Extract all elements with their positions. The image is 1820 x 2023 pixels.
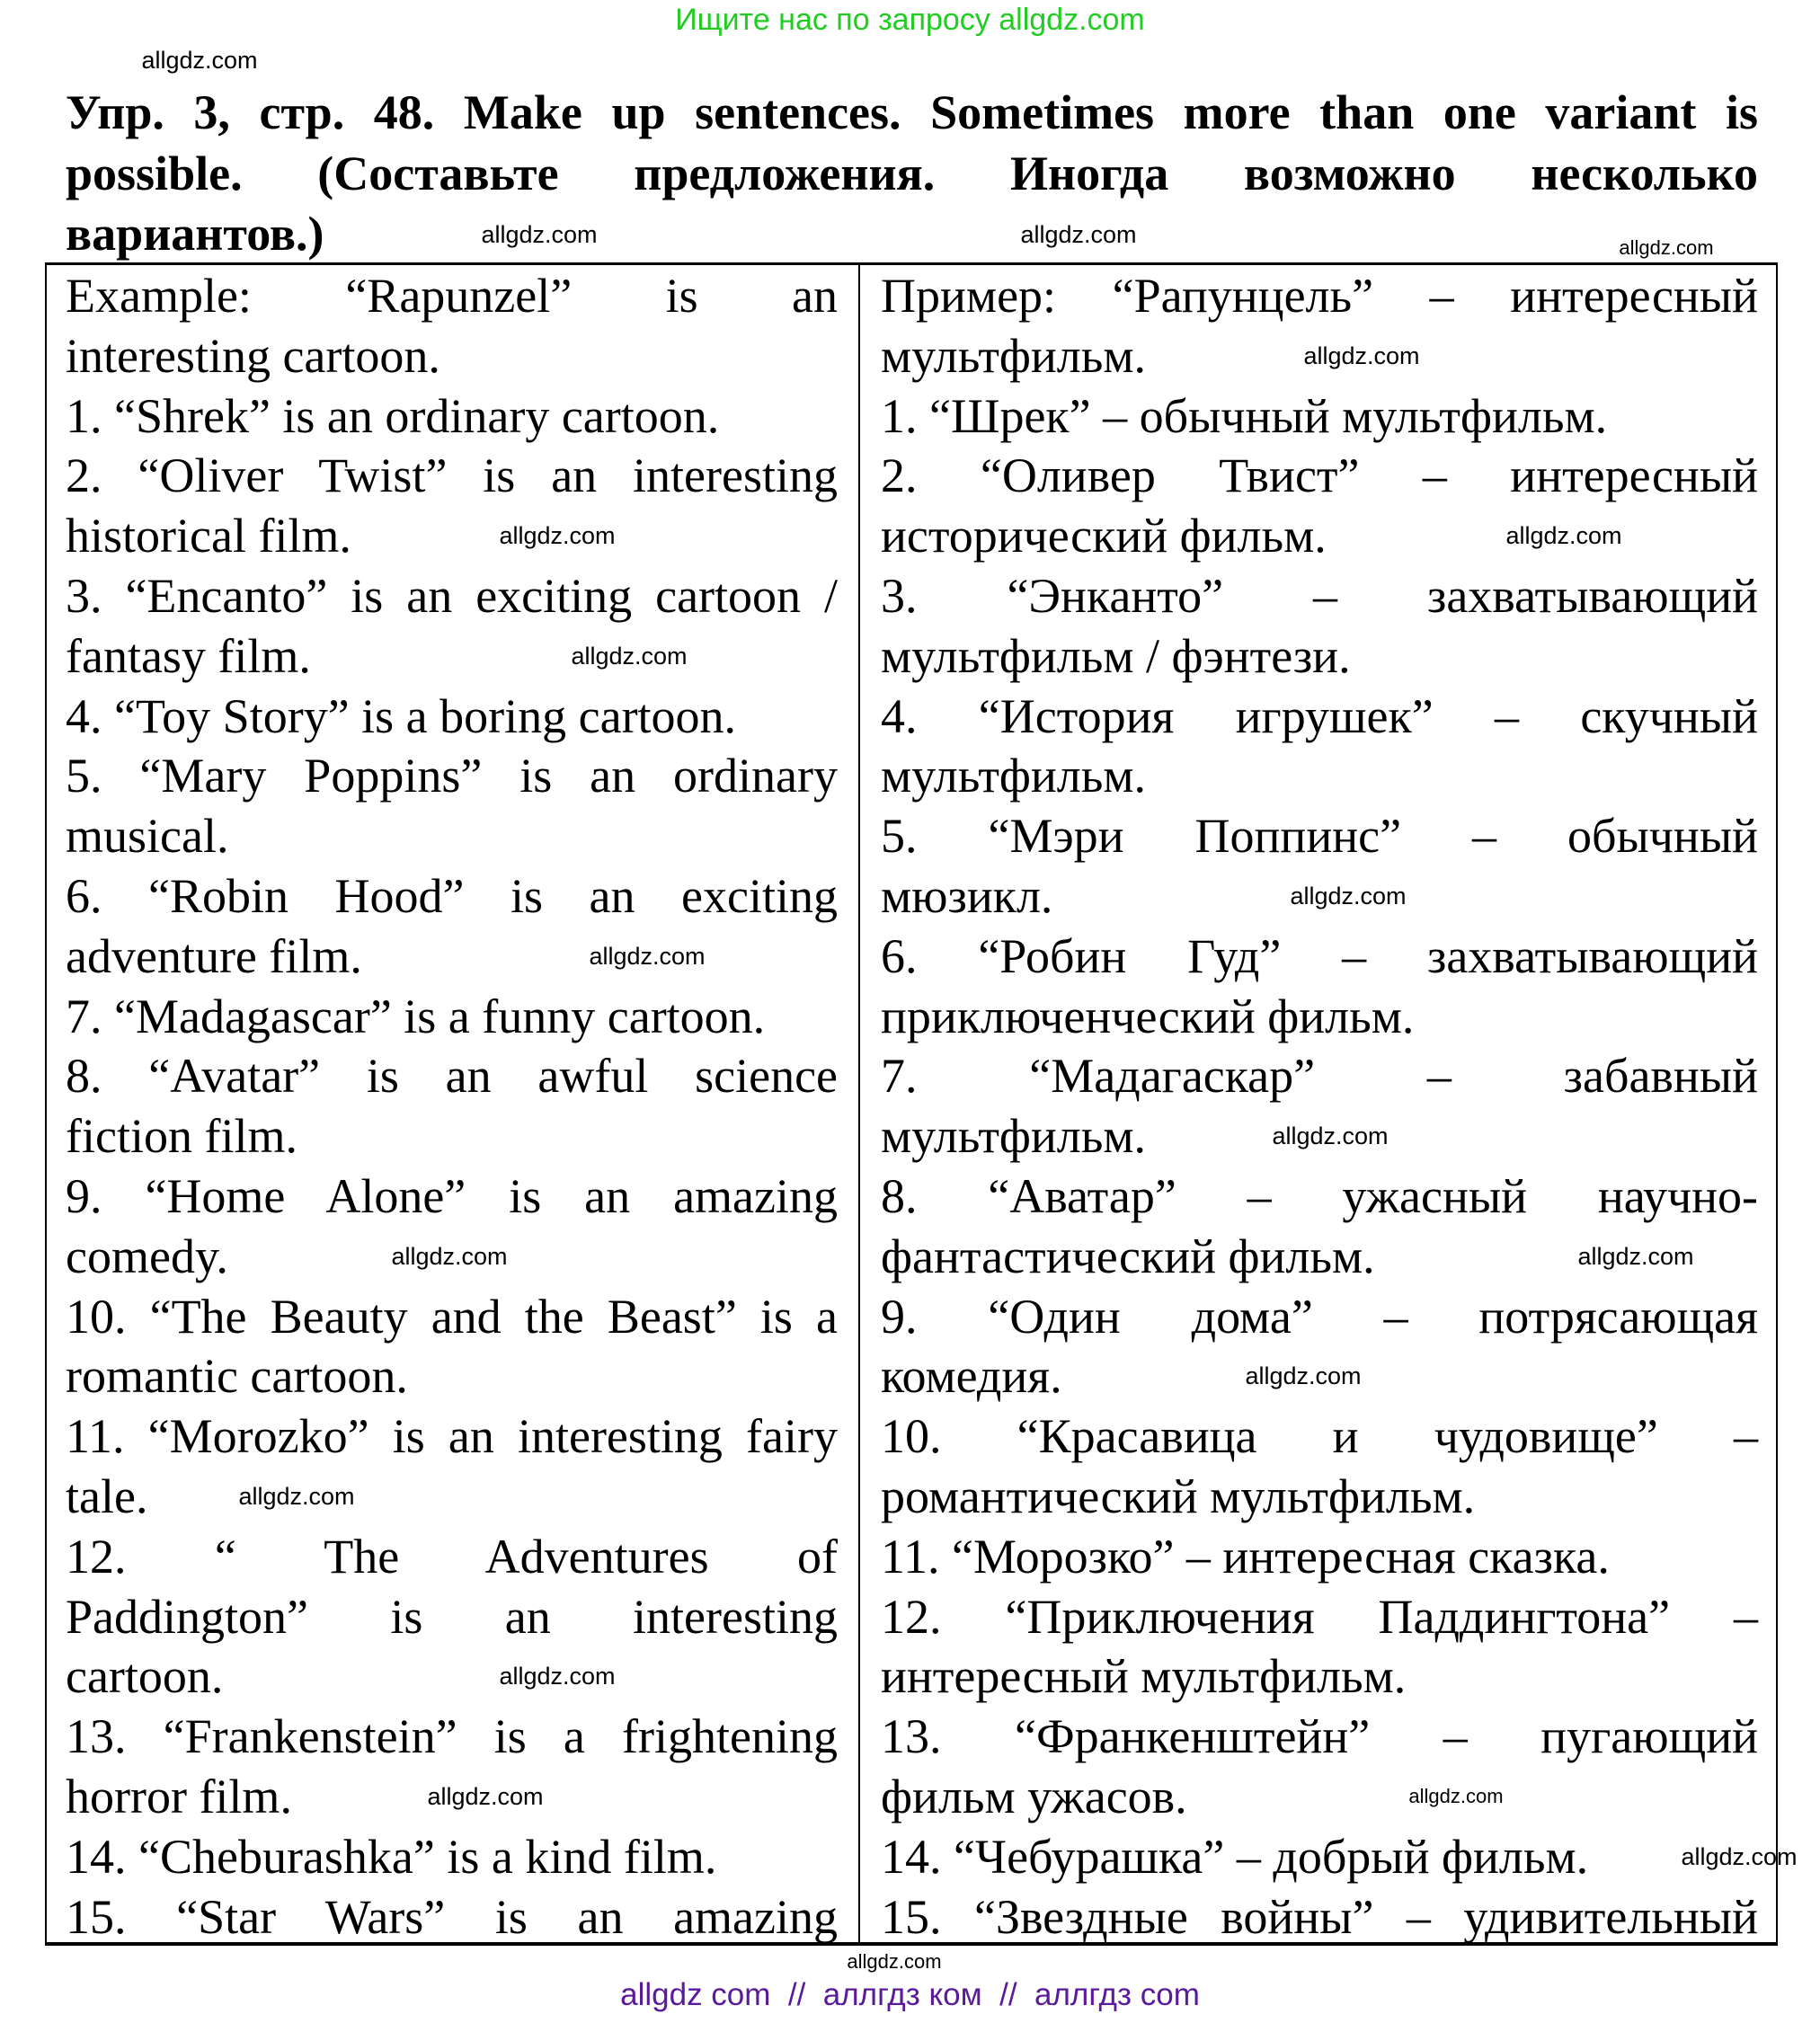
watermark: allgdz.com bbox=[238, 1483, 355, 1510]
sentence-line: исторический фильм. bbox=[881, 509, 1327, 563]
heading-line: possible. (Составьте предложения. Иногда возможно несколько bbox=[66, 146, 1758, 200]
sentence-line: 3. “Encanto” is an exciting cartoon / bbox=[66, 568, 838, 623]
sentence-line: 14. “Чебурашка” – добрый фильм. bbox=[881, 1829, 1589, 1884]
sentence-line: 12. “ The Adventures of bbox=[66, 1529, 838, 1584]
heading-line: Упр. 3, стр. 48. Make up sentences. Sometimes more than one variant is bbox=[66, 85, 1758, 139]
sentence-line: fantasy film. bbox=[66, 628, 311, 683]
watermark: allgdz.com bbox=[1290, 883, 1407, 909]
sentence-line: 10. “Красавица и чудовище” – bbox=[881, 1409, 1758, 1464]
list-item bbox=[66, 866, 838, 987]
sentence-line: musical. bbox=[66, 809, 229, 864]
watermark: allgdz.com bbox=[499, 522, 616, 549]
sentence-line: 9. “Один дома” – потрясающая bbox=[881, 1289, 1758, 1344]
watermark: allgdz.com bbox=[481, 221, 598, 248]
list-item bbox=[881, 687, 1758, 807]
sentence-line: 5. “Mary Poppins” is an ordinary bbox=[66, 749, 838, 803]
sentence-line: Example: “Rapunzel” is an bbox=[66, 269, 838, 323]
sentence-line: 1. “Шрек” – обычный мультфильм. bbox=[881, 388, 1608, 443]
sentence-line: Paddington” is an interesting bbox=[66, 1589, 838, 1644]
sentence-line: Пример: “Рапунцель” – интересный bbox=[881, 269, 1758, 323]
list-item bbox=[66, 987, 838, 1047]
sentence-line: романтический мультфильм. bbox=[881, 1468, 1476, 1523]
sentence-line: horror film. bbox=[66, 1769, 292, 1823]
sentence-line: мультфильм. bbox=[881, 749, 1147, 803]
column-divider bbox=[858, 262, 860, 1946]
sentence-line: комедия. bbox=[881, 1349, 1062, 1404]
watermark: allgdz.com bbox=[427, 1783, 544, 1810]
exercise-heading bbox=[66, 83, 1758, 265]
sentence-line: 9. “Home Alone” is an amazing bbox=[66, 1168, 838, 1223]
watermark: allgdz.com bbox=[1245, 1362, 1362, 1389]
list-item bbox=[66, 1046, 838, 1167]
sentence-line: 15. “Star Wars” is an amazing bbox=[66, 1889, 838, 1944]
list-item bbox=[66, 1406, 838, 1527]
sentence-line: мультфильм. bbox=[881, 328, 1147, 383]
list-item bbox=[66, 687, 838, 747]
watermark: allgdz.com bbox=[1619, 236, 1714, 259]
sentence-line: мультфильм. bbox=[881, 1109, 1147, 1164]
sentence-line: 13. “Франкенштейн” – пугающий bbox=[881, 1709, 1758, 1764]
list-item bbox=[66, 266, 838, 386]
watermark: allgdz.com bbox=[1577, 1243, 1694, 1270]
sentence-line: 7. “Мадагаскар” – забавный bbox=[881, 1049, 1758, 1104]
list-item bbox=[881, 1887, 1758, 1948]
watermark: allgdz.com bbox=[1505, 522, 1622, 549]
list-item bbox=[881, 446, 1758, 566]
list-item bbox=[66, 446, 838, 566]
heading-line: вариантов.) bbox=[66, 207, 324, 261]
sentence-line: фантастический фильм. bbox=[881, 1229, 1375, 1283]
sentence-line: 2. “Oliver Twist” is an interesting bbox=[66, 448, 838, 503]
sentence-line: 11. “Morozko” is an interesting fairy bbox=[66, 1409, 838, 1464]
sentence-line: historical film. bbox=[66, 509, 351, 563]
sentence-line: 11. “Морозко” – интересная сказка. bbox=[881, 1529, 1610, 1584]
list-item bbox=[66, 746, 838, 866]
sentence-line: 6. “Робин Гуд” – захватывающий bbox=[881, 928, 1758, 983]
sentence-line: interesting cartoon. bbox=[66, 328, 440, 383]
sentence-line: cartoon. bbox=[66, 1649, 224, 1704]
watermark: allgdz.com bbox=[589, 943, 706, 970]
sentence-line: romantic cartoon. bbox=[66, 1349, 408, 1404]
watermark: allgdz.com bbox=[1408, 1785, 1504, 1807]
sentence-line: 6. “Robin Hood” is an exciting bbox=[66, 868, 838, 923]
sentence-line: adventure film. bbox=[66, 928, 362, 983]
watermark: allgdz.com bbox=[1272, 1122, 1389, 1149]
bottom-banner: allgdz com // аллгдз ком // аллгдз com bbox=[620, 1977, 1200, 2012]
watermark: allgdz.com bbox=[1303, 342, 1420, 369]
sentence-line: мультфильм / фэнтези. bbox=[881, 628, 1351, 683]
list-item bbox=[881, 1406, 1758, 1527]
sentence-line: 5. “Мэри Поппинс” – обычный bbox=[881, 809, 1758, 864]
sentence-line: 4. “История игрушек” – скучный bbox=[881, 688, 1758, 743]
list-item bbox=[66, 566, 838, 687]
watermark: allgdz.com bbox=[499, 1663, 616, 1690]
watermark: allgdz.com bbox=[1020, 221, 1137, 248]
sentence-line: интересный мультфильм. bbox=[881, 1649, 1407, 1704]
top-banner: Ищите нас по запросу allgdz.com bbox=[675, 3, 1145, 37]
sentence-line: 8. “Аватар” – ужасный научно- bbox=[881, 1168, 1758, 1223]
watermark: allgdz.com bbox=[571, 643, 688, 670]
watermark: allgdz.com bbox=[141, 47, 258, 74]
watermark: allgdz.com bbox=[847, 1950, 942, 1973]
sentence-line: 13. “Frankenstein” is a frightening bbox=[66, 1709, 838, 1764]
list-item bbox=[66, 1527, 838, 1707]
sentence-line: 14. “Cheburashka” is a kind film. bbox=[66, 1829, 717, 1884]
sentence-line: фильм ужасов. bbox=[881, 1769, 1187, 1823]
sentence-line: fiction film. bbox=[66, 1109, 297, 1164]
list-item bbox=[881, 1527, 1758, 1587]
sentence-line: 4. “Toy Story” is a boring cartoon. bbox=[66, 688, 737, 743]
watermark: allgdz.com bbox=[1681, 1843, 1798, 1870]
list-item bbox=[881, 386, 1758, 447]
sentence-line: 7. “Madagascar” is a funny cartoon. bbox=[66, 989, 766, 1043]
list-item bbox=[881, 566, 1758, 687]
russian-column bbox=[881, 266, 1758, 1947]
list-item bbox=[66, 1887, 838, 1948]
sentence-line: 3. “Энканто” – захватывающий bbox=[881, 568, 1758, 623]
english-column bbox=[66, 266, 838, 1947]
list-item bbox=[881, 927, 1758, 1047]
list-item bbox=[881, 1587, 1758, 1708]
sentence-line: 2. “Оливер Твист” – интересный bbox=[881, 448, 1758, 503]
watermark: allgdz.com bbox=[391, 1243, 508, 1270]
sentence-line: 15. “Звездные войны” – удивительный bbox=[881, 1889, 1758, 1944]
sentence-line: мюзикл. bbox=[881, 868, 1053, 923]
sentence-line: 1. “Shrek” is an ordinary cartoon. bbox=[66, 388, 720, 443]
list-item bbox=[66, 1287, 838, 1407]
list-item bbox=[881, 1707, 1758, 1827]
list-item bbox=[881, 1827, 1758, 1887]
sentence-line: comedy. bbox=[66, 1229, 228, 1283]
list-item bbox=[66, 386, 838, 447]
sentence-line: 8. “Avatar” is an awful science bbox=[66, 1049, 838, 1104]
sentence-line: tale. bbox=[66, 1468, 148, 1523]
sentence-line: 10. “The Beauty and the Beast” is a bbox=[66, 1289, 838, 1344]
list-item bbox=[66, 1827, 838, 1887]
sentence-line: приключенческий фильм. bbox=[881, 989, 1415, 1043]
sentence-line: 12. “Приключения Паддингтона” – bbox=[881, 1589, 1758, 1644]
